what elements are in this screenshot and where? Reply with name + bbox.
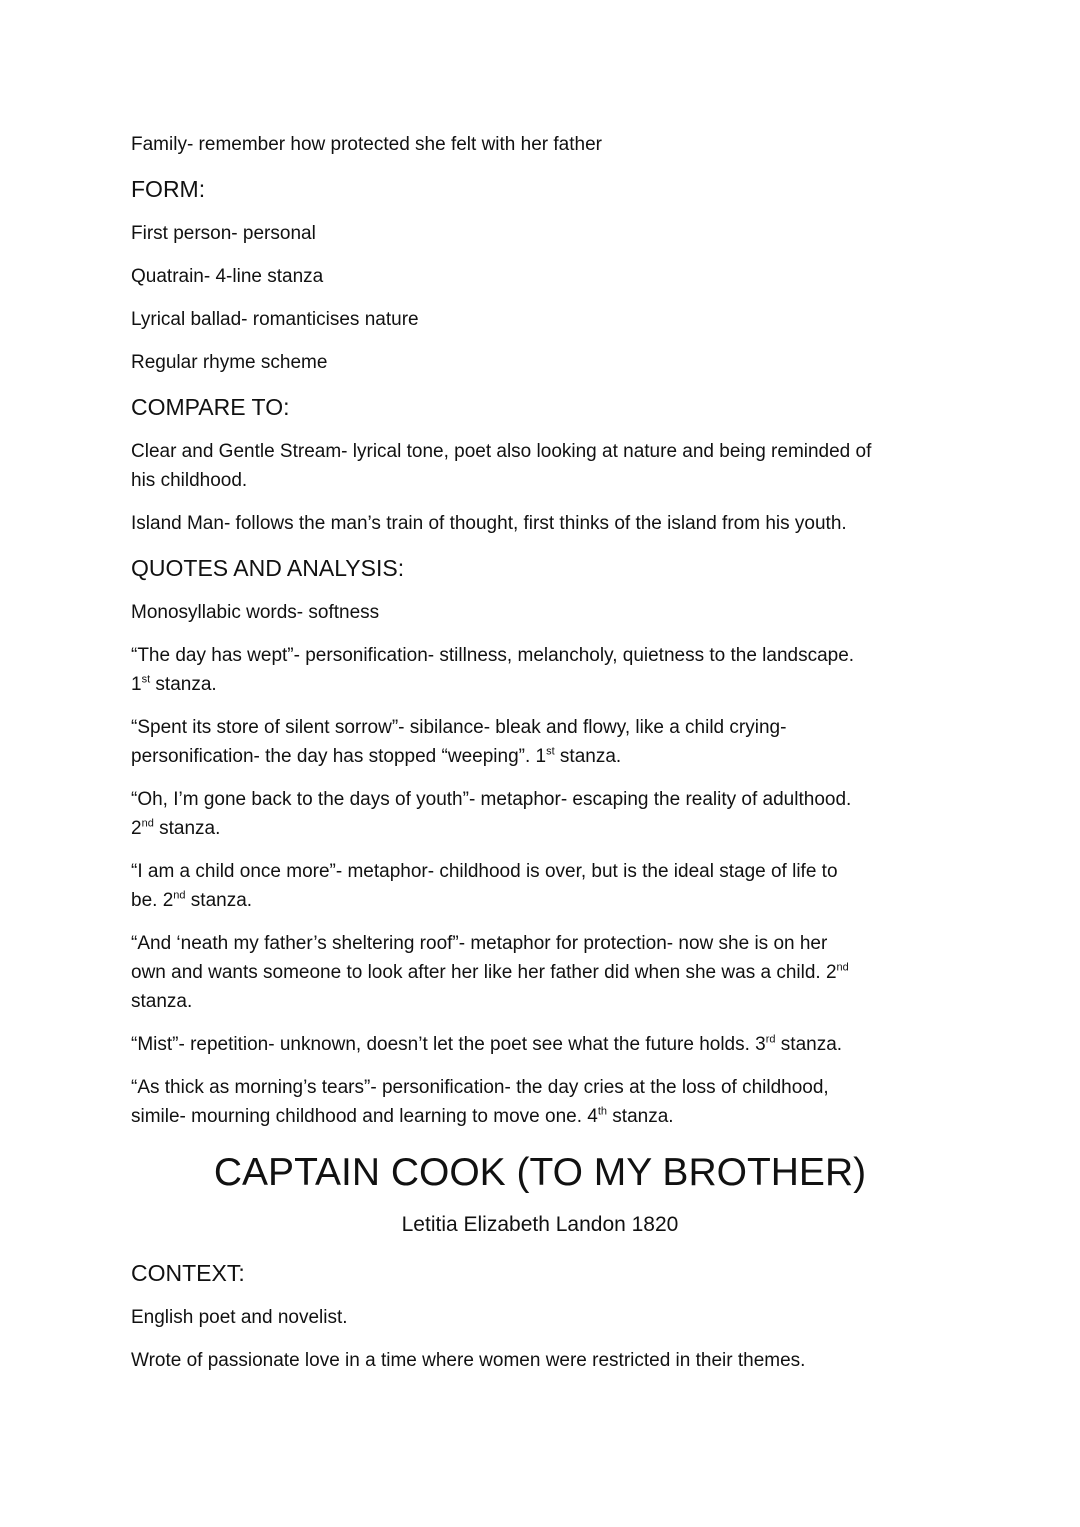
poem-title: CAPTAIN COOK (TO MY BROTHER) [213, 1151, 867, 1194]
quote-item: “Mist”- repetition- unknown, doesn’t let the poet see what the future holds. 3rd stanza. [131, 1033, 843, 1055]
document-body [131, 130, 961, 1375]
form-heading: FORM: [131, 176, 206, 202]
form-item: Lyrical ballad- romanticises nature [131, 309, 419, 330]
quote-item: “As thick as morning’s tears”- personification- the day cries at the loss of childhood, simile- mourning childhood and learning to move one. 4th stanza. [131, 1077, 829, 1127]
form-item: Regular rhyme scheme [131, 352, 328, 373]
form-item: Quatrain- 4-line stanza [131, 266, 324, 287]
form-item: First person- personal [131, 223, 316, 244]
quote-item: “I am a child once more”- metaphor- childhood is over, but is the ideal stage of life to be. 2nd stanza. [131, 861, 838, 911]
context-item: English poet and novelist. [131, 1307, 348, 1328]
poem-author: Letitia Elizabeth Landon 1820 [401, 1213, 679, 1236]
context-heading: CONTEXT: [131, 1260, 245, 1286]
quote-item: “The day has wept”- personification- stillness, melancholy, quietness to the landscape. 1st stanza. [131, 645, 855, 695]
compare-item: Island Man- follows the man’s train of thought, first thinks of the island from his youth. [131, 513, 847, 534]
compare-item: Clear and Gentle Stream- lyrical tone, poet also looking at nature and being reminded of his childhood. [131, 441, 872, 491]
quote-item: “Oh, I’m gone back to the days of youth”- metaphor- escaping the reality of adulthood. 2nd stanza. [131, 789, 852, 839]
quotes-heading: QUOTES AND ANALYSIS: [131, 555, 405, 581]
quote-item: “Spent its store of silent sorrow”- sibilance- bleak and flowy, like a child crying- personification- the day has stopped “weeping”. 1st stanza. [131, 717, 787, 767]
quote-item: Monosyllabic words- softness [131, 602, 380, 623]
context-item: Wrote of passionate love in a time where women were restricted in their themes. [131, 1350, 806, 1371]
family-line: Family- remember how protected she felt with her father [131, 134, 602, 155]
compare-heading: COMPARE TO: [131, 394, 290, 420]
quote-item: “And ‘neath my father’s sheltering roof”- metaphor for protection- now she is on her own and wants someone to look after her like her father did when she was a child. 2nd stanza. [131, 933, 849, 1012]
